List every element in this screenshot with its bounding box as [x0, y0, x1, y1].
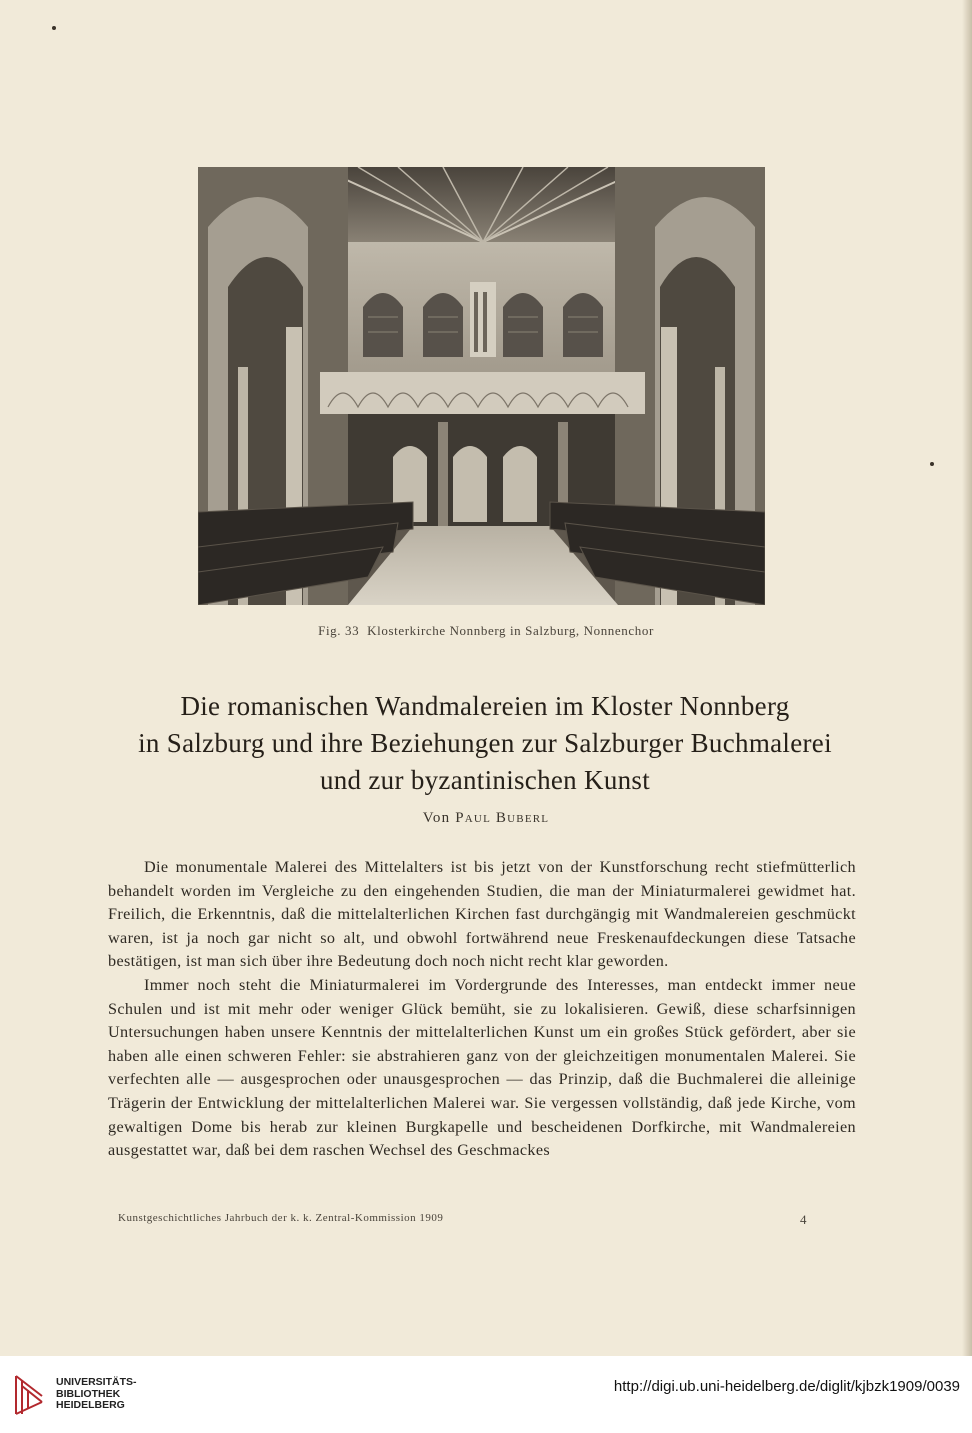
library-name-line: HEIDELBERG [56, 1399, 125, 1411]
library-name-line: UNIVERSITÄTS- [56, 1376, 137, 1388]
figure-caption [0, 623, 972, 639]
paragraph: Die monumentale Malerei des Mittelalters ist bis jetzt von der Kunstforschung recht stiefmütterlich behandelt worden im Vergleiche zu den eingehenden Studien, die man der Miniaturmalerei gewidmet hat. Freilich, die Erkenntnis, daß die mittelalterlichen Kirchen fast durchgängig mit Wandmalereien geschmückt waren, ist ja noch gar nicht so alt, und obwohl fortwährend neue Freskenaufdeckungen diese Tatsache bestätigen, ist man sich über ihre Bedeutung doch noch nicht recht klar geworden. [108, 858, 856, 971]
author-prefix: Von [422, 810, 451, 826]
church-interior-drawing [198, 167, 765, 605]
church-interior-photo [198, 167, 765, 605]
journal-footer: Kunstgeschichtliches Jahrbuch der k. k. Zentral-Kommission 1909 [118, 1212, 444, 1224]
library-name [56, 1377, 137, 1412]
dust-speck [52, 26, 56, 30]
article-title [60, 688, 910, 799]
permalink-url[interactable]: http://digi.ub.uni-heidelberg.de/diglit/kjbzk1909/0039 [613, 1378, 960, 1395]
title-line: Die romanischen Wandmalereien im Kloster Nonnberg [180, 691, 790, 721]
page-number: 4 [800, 1212, 807, 1227]
university-library-logo-icon [12, 1372, 48, 1418]
article-body [108, 856, 856, 1163]
title-line: und zur byzantinischen Kunst [319, 765, 651, 795]
library-name-line: BIBLIOTHEK [56, 1387, 121, 1400]
paragraph: Immer noch steht die Miniaturmalerei im Vordergrunde des Interesses, man entdeckt immer neue Schulen und ist mit mehr oder weniger Glück bemüht, sie zu lokalisieren. Gewiß, diese scharfsinnigen Untersuchungen haben unsere Kenntnis der mittelalterlichen Kunst um ein großes Stück gefördert, aber sie haben alle einen schweren Fehler: sie abstrahieren ganz von der gleichzeitigen monumentalen Malerei. Sie verfechten alle — ausgesprochen oder unausgesprochen — das Prinzip, daß die Buchmalerei die alleinige Trägerin der Entwicklung der mittelalterlichen Malerei war. Sie vergessen vollständig, daß jede Kirche, vom gewaltigen Dome bis herab zur kleinen Burgkapelle und bescheidenen Dorfkirche, mit Wandmalereien ausgestattet war, daß bei dem raschen Wechsel des Geschmackes [108, 975, 856, 1160]
figure-caption-text: Klosterkirche Nonnberg in Salzburg, Nonnenchor [367, 623, 654, 638]
author-line [0, 810, 972, 827]
figure-label: Fig. 33 [318, 623, 360, 638]
dust-speck [930, 462, 934, 466]
page-edge [962, 0, 972, 1356]
author-name: Paul Buberl [455, 810, 550, 826]
title-line: in Salzburg und ihre Beziehungen zur Salzburger Buchmalerei [138, 728, 832, 758]
